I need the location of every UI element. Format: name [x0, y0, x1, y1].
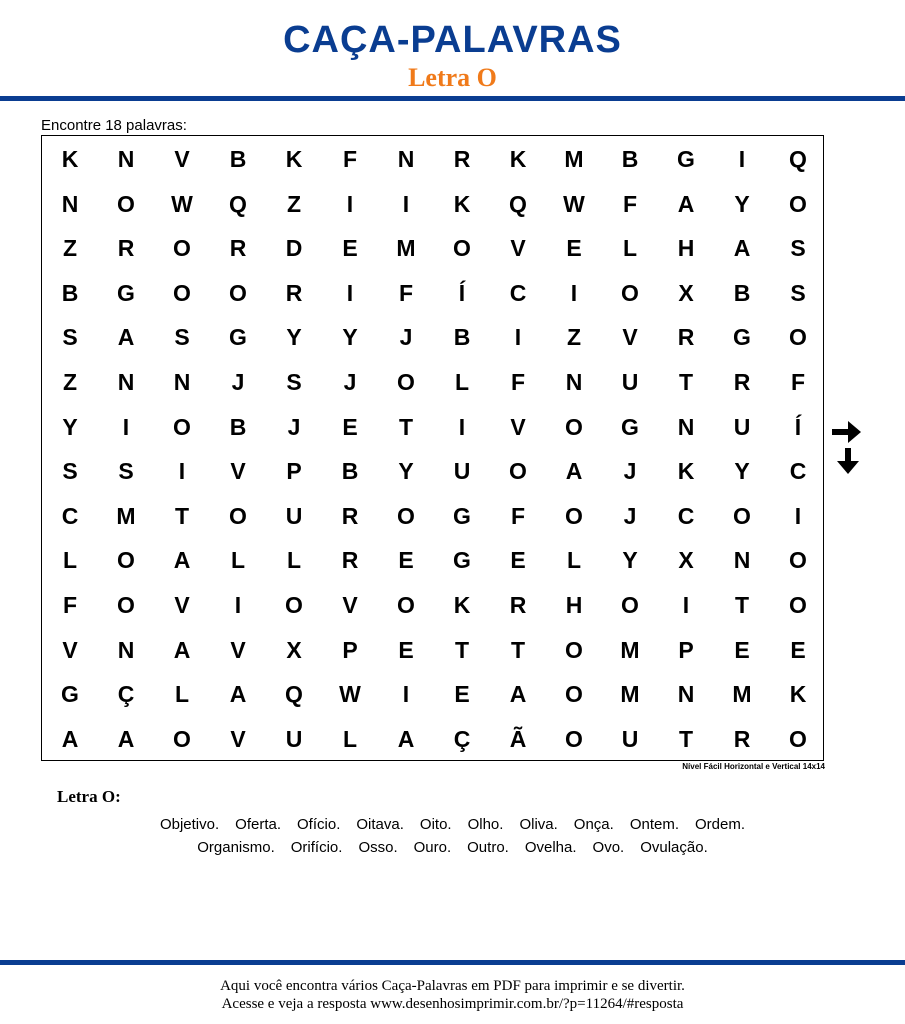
grid-letter: O: [621, 279, 639, 306]
grid-letter: Q: [229, 190, 247, 217]
grid-letter: E: [342, 235, 358, 262]
grid-letter: K: [285, 146, 303, 172]
grid-letter: G: [733, 324, 751, 351]
grid-letter: O: [285, 592, 303, 618]
grid-letter: N: [677, 413, 695, 440]
grid-letter: I: [682, 592, 690, 618]
grid-letter: N: [117, 636, 135, 663]
grid-letter: O: [565, 413, 583, 440]
grid-letter: X: [678, 547, 694, 574]
grid-letter: Q: [789, 146, 807, 172]
grid-letter: F: [790, 369, 806, 395]
grid-letter: T: [510, 636, 526, 663]
grid-letter: E: [510, 547, 526, 574]
grid-letter: X: [286, 636, 302, 663]
grid-letter: Y: [342, 324, 358, 351]
grid-letter: E: [454, 681, 470, 708]
grid-letter: B: [341, 458, 359, 485]
grid-letter: L: [174, 681, 190, 708]
grid-letter: Í: [794, 413, 802, 440]
header-divider: [0, 96, 905, 101]
grid-letter: H: [677, 235, 695, 262]
word-item: Outro.: [467, 839, 509, 856]
grid-letter: G: [229, 324, 247, 351]
word-item: Ovulação.: [640, 839, 708, 856]
word-item: Ordem.: [695, 816, 746, 833]
grid-letter: U: [733, 413, 751, 440]
grid-letter: K: [677, 458, 695, 485]
grid-letter: E: [790, 636, 806, 663]
grid-letter: V: [174, 592, 190, 618]
grid-letter: I: [514, 324, 522, 351]
word-item: Orifício.: [290, 839, 343, 856]
grid-letter: S: [286, 369, 302, 395]
grid-letter: R: [341, 502, 359, 529]
grid-letter: O: [565, 636, 583, 663]
grid-letter: N: [117, 146, 135, 172]
word-item: Ontem.: [629, 816, 680, 833]
grid-letter: U: [621, 369, 639, 395]
grid-letter: N: [173, 369, 191, 395]
grid-letter: B: [229, 413, 247, 440]
grid-letter: A: [509, 681, 527, 708]
grid-letter: S: [118, 458, 134, 485]
grid-letter: A: [117, 324, 135, 351]
grid-letter: K: [509, 146, 527, 172]
grid-letter: E: [398, 636, 414, 663]
grid-letter: R: [677, 324, 695, 351]
grid-letter: O: [621, 592, 639, 618]
grid-letter: O: [173, 279, 191, 306]
grid-letter: N: [565, 369, 583, 395]
page-title: CAÇA-PALAVRAS: [283, 19, 622, 61]
grid-letter: K: [789, 681, 807, 708]
grid-letter: T: [454, 636, 470, 663]
grid-letter: B: [453, 324, 471, 351]
grid-letter: G: [61, 681, 79, 708]
grid-letter: I: [234, 592, 242, 618]
grid-letter: T: [174, 502, 190, 529]
grid-letter: V: [230, 725, 246, 752]
word-list-line-1: [0, 816, 905, 834]
grid-letter: X: [678, 279, 694, 306]
grid-letter: U: [285, 502, 303, 529]
grid-letter: A: [229, 681, 247, 708]
grid-letter: O: [397, 502, 415, 529]
grid-letter: Y: [398, 458, 414, 485]
grid-letter: V: [62, 636, 78, 663]
grid-letter: D: [285, 235, 303, 262]
grid-letter: K: [453, 592, 471, 618]
grid-letter: S: [174, 324, 190, 351]
grid-letter: O: [397, 592, 415, 618]
grid-letter: M: [732, 681, 752, 708]
grid-letter: O: [509, 458, 527, 485]
grid-letter: I: [178, 458, 186, 485]
grid-letter: C: [509, 279, 527, 306]
word-item: Ovo.: [592, 839, 625, 856]
grid-letter: O: [453, 235, 471, 262]
grid-letter: O: [173, 235, 191, 262]
grid-letter: O: [397, 369, 415, 395]
grid-letter: F: [510, 502, 526, 529]
grid-letter: L: [566, 547, 582, 574]
grid-letter: P: [678, 636, 694, 663]
word-item: Ovelha.: [524, 839, 577, 856]
grid-letter: C: [61, 502, 79, 529]
grid-letter: A: [173, 547, 191, 574]
grid-letter: S: [790, 235, 806, 262]
grid-letter: O: [789, 725, 807, 752]
grid-letter: O: [565, 502, 583, 529]
word-item: Oliva.: [519, 816, 558, 833]
grid-letter: A: [173, 636, 191, 663]
word-item: Oitava.: [356, 816, 404, 833]
grid-letter: N: [397, 146, 415, 172]
word-item: Osso.: [358, 839, 398, 856]
arrow-down-icon: [834, 446, 862, 476]
grid-letter: V: [230, 636, 246, 663]
grid-letter: N: [677, 681, 695, 708]
grid-letter: Í: [458, 279, 466, 306]
grid-letter: V: [342, 592, 358, 618]
grid-letter: O: [173, 413, 191, 440]
grid-letter: V: [622, 324, 638, 351]
grid-letter: S: [790, 279, 806, 306]
grid-letter: F: [622, 190, 638, 217]
grid-letter: A: [117, 725, 135, 752]
grid-letter: J: [399, 324, 413, 351]
grid-letter: L: [342, 725, 358, 752]
grid-letter: F: [342, 146, 358, 172]
grid-letter: O: [117, 190, 135, 217]
word-item: Olho.: [467, 816, 504, 833]
word-item: Organismo.: [197, 839, 275, 856]
grid-letter: Ç: [117, 681, 135, 708]
grid-letter: E: [734, 636, 750, 663]
grid-letter: O: [173, 725, 191, 752]
grid-letter: T: [678, 725, 694, 752]
grid-letter: N: [61, 190, 79, 217]
grid-letter: E: [398, 547, 414, 574]
page-subtitle: Letra O: [408, 63, 497, 92]
grid-letter: G: [453, 547, 471, 574]
grid-letter: E: [566, 235, 582, 262]
grid-letter: F: [62, 592, 78, 618]
grid-letter: L: [286, 547, 302, 574]
word-item: Ofício.: [297, 816, 341, 833]
grid-letter: T: [678, 369, 694, 395]
grid-letter: I: [346, 190, 354, 217]
grid-letter: Ç: [453, 725, 471, 752]
grid-letter: V: [510, 235, 526, 262]
grid-letter: G: [453, 502, 471, 529]
grid-letter: R: [341, 547, 359, 574]
grid-letter: G: [621, 413, 639, 440]
grid-letter: T: [398, 413, 414, 440]
grid-letter: R: [285, 279, 303, 306]
grid-letter: O: [789, 324, 807, 351]
grid-letter: O: [789, 547, 807, 574]
grid-letter: L: [62, 547, 78, 574]
grid-letter: M: [396, 235, 416, 262]
grid-letter: U: [621, 725, 639, 752]
grid-letter: J: [231, 369, 245, 395]
grid-letter: M: [564, 146, 584, 172]
grid-letter: J: [287, 413, 301, 440]
grid-letter: V: [174, 146, 190, 172]
grid-letter: Y: [286, 324, 302, 351]
grid-letter: Ã: [509, 725, 527, 752]
grid-letter: R: [509, 592, 527, 618]
grid-letter: G: [677, 146, 695, 172]
grid-letter: V: [230, 458, 246, 485]
grid-letter: N: [733, 547, 751, 574]
grid-letter: E: [342, 413, 358, 440]
grid-letter: Y: [622, 547, 638, 574]
grid-letter: R: [229, 235, 247, 262]
grid-letter: W: [171, 190, 193, 217]
grid-letter: Y: [734, 458, 750, 485]
grid-letter: Q: [285, 681, 303, 708]
grid-letter: O: [117, 592, 135, 618]
grid-letter: K: [61, 146, 79, 172]
grid-letter: B: [621, 146, 639, 172]
word-item: Oferta.: [235, 816, 282, 833]
grid-letter: C: [677, 502, 695, 529]
grid-letter: A: [565, 458, 583, 485]
grid-letter: I: [122, 413, 130, 440]
grid-letter: J: [343, 369, 357, 395]
grid-letter: L: [230, 547, 246, 574]
instruction-text: Encontre 18 palavras:: [41, 117, 187, 134]
grid-letter: M: [620, 636, 640, 663]
grid-letter: T: [734, 592, 750, 618]
grid-letter: M: [116, 502, 136, 529]
grid-letter: F: [510, 369, 526, 395]
grid-letter: B: [61, 279, 79, 306]
word-item: Objetivo.: [159, 816, 220, 833]
grid-letter: R: [453, 146, 471, 172]
grid-letter: A: [677, 190, 695, 217]
grid-letter: R: [117, 235, 135, 262]
grid-letter: O: [117, 547, 135, 574]
grid-letter: O: [229, 279, 247, 306]
grid-letter: C: [789, 458, 807, 485]
grid-letter: W: [563, 190, 585, 217]
grid-letter: O: [229, 502, 247, 529]
grid-letter: W: [339, 681, 361, 708]
grid-letter: I: [402, 190, 410, 217]
grid-letter: G: [117, 279, 135, 306]
grid-letter: Z: [62, 235, 78, 262]
arrow-right-icon: [830, 418, 862, 446]
grid-letter: A: [61, 725, 79, 752]
grid-letter: B: [229, 146, 247, 172]
grid-letter: O: [565, 725, 583, 752]
grid-letter: J: [623, 502, 637, 529]
grid-letter: B: [733, 279, 751, 306]
grid-letter: K: [453, 190, 471, 217]
word-item: Oito.: [419, 816, 452, 833]
word-list-line-2: [0, 839, 905, 857]
grid-letter: R: [733, 369, 751, 395]
grid-letter: I: [346, 279, 354, 306]
grid-letter: O: [565, 681, 583, 708]
word-search-grid: [41, 135, 824, 761]
grid-letter: O: [789, 592, 807, 618]
grid-letter: N: [117, 369, 135, 395]
word-item: Ouro.: [413, 839, 452, 856]
footer-link-text: Acesse e veja a resposta www.desenhosimprimir.com.br/?p=11264/#resposta: [221, 996, 684, 1012]
grid-letter: S: [62, 458, 78, 485]
grid-letter: O: [789, 190, 807, 217]
grid-letter: P: [286, 458, 302, 485]
grid-letter: V: [510, 413, 526, 440]
grid-letter: M: [620, 681, 640, 708]
grid-letter: I: [402, 681, 410, 708]
grid-letter: Q: [509, 190, 527, 217]
grid-letter: U: [285, 725, 303, 752]
grid-letter: P: [342, 636, 358, 663]
footer-text: Aqui você encontra vários Caça-Palavras em PDF para imprimir e se divertir.: [220, 978, 685, 994]
grid-letter: F: [398, 279, 414, 306]
grid-letter: I: [738, 146, 746, 172]
grid-letter: L: [454, 369, 470, 395]
grid-letter: Y: [734, 190, 750, 217]
grid-letter: I: [458, 413, 466, 440]
grid-letter: A: [397, 725, 415, 752]
grid-letter: U: [453, 458, 471, 485]
grid-letter: Z: [62, 369, 78, 395]
grid-letter: Y: [62, 413, 78, 440]
grid-letter: L: [622, 235, 638, 262]
grid-letter: I: [570, 279, 578, 306]
grid-letter: R: [733, 725, 751, 752]
grid-letter: I: [794, 502, 802, 529]
word-item: Onça.: [573, 816, 614, 833]
grid-letter: O: [733, 502, 751, 529]
level-note: Nível Fácil Horizontal e Vertical 14x14: [682, 762, 825, 771]
grid-letter: A: [733, 235, 751, 262]
footer-divider: [0, 960, 905, 965]
grid-letter: H: [565, 592, 583, 618]
grid-letter: S: [62, 324, 78, 351]
grid-letter: Z: [566, 324, 582, 351]
word-list-title: Letra O:: [57, 787, 121, 806]
grid-letter: Z: [286, 190, 302, 217]
grid-letter: J: [623, 458, 637, 485]
